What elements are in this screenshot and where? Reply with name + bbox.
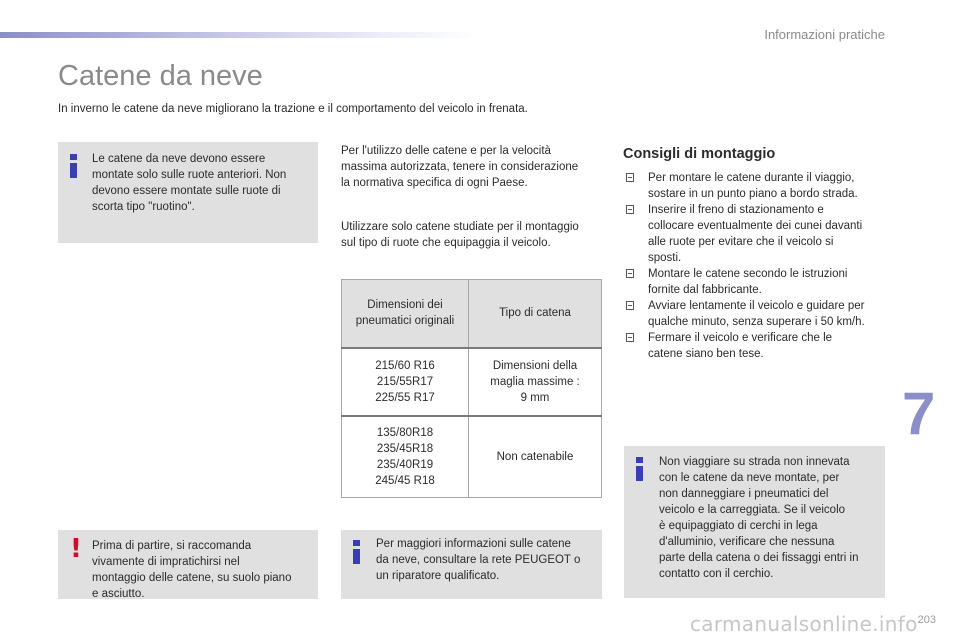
table-header-row [342,280,602,348]
table-row [342,416,602,498]
warning-box-practice [58,530,318,599]
info-icon [353,540,361,564]
section-header: Informazioni pratiche [764,27,885,42]
list-item: Per montare le catene durante il viaggio, sostare in un punto piano a bordo strada. [623,170,885,202]
list-item: Fermare il veicolo e verificare che le catene siano ben tese. [623,330,885,362]
mounting-tips-title: Consigli di montaggio [623,146,776,162]
watermark: carmanualsonline.info [690,612,918,636]
chain-size-table [341,279,602,498]
checkbox-icon [626,301,634,310]
exclamation-icon: ! [70,534,82,564]
page-number: 203 [917,614,936,626]
info-box-text: Non viaggiare su strada non innevata con le catene da neve montate, per non danneggiare i pneumatici del veicolo e la carreggiata. Se il veicolo è equipaggiato di cerchi in lega d'alluminio, verificare che nessuna parte della catena o dei fissaggi entri in contatto con il cerchio. [659,456,859,580]
warning-box-text: Prima di partire, si raccomanda vivamente di impratichirsi nel montaggio delle catene, su suolo piano e asciutto. [92,540,292,600]
checkbox-icon [626,173,634,182]
info-box-peugeot-network [341,530,602,599]
mounting-tips-list [623,170,885,362]
table-cell-tyre-sizes: 215/60 R16 215/55R17 225/55 R17 [342,348,469,416]
table-cell-chain-type: Non catenabile [469,416,602,498]
checkbox-icon [626,333,634,342]
table-header-chain-type: Tipo di catena [469,280,602,348]
list-item: Avviare lentamente il veicolo e guidare per qualche minuto, senza superare i 50 km/h. [623,298,885,330]
chapter-number: 7 [902,380,936,447]
info-box-front-wheels [58,142,318,243]
info-box-alloy-wheels [624,446,885,598]
page-title: Catene da neve [58,60,263,92]
intro-text: In inverno le catene da neve migliorano la trazione e il comportamento del veicolo in frenata. [58,103,528,115]
checkbox-icon [626,205,634,214]
table-row [342,348,602,416]
table-cell-tyre-sizes: 135/80R18 235/45R18 235/40R19 245/45 R18 [342,416,469,498]
info-icon [70,154,78,178]
table-cell-chain-type: Dimensioni della maglia massime : 9 mm [469,348,602,416]
approved-chains-paragraph: Utilizzare solo catene studiate per il montaggio sul tipo di ruote che equipaggia il veicolo. [341,221,579,249]
list-item: Inserire il freno di stazionamento e collocare eventualmente dei cunei davanti alle ruote per evitare che il veicolo si sposti. [623,202,885,266]
table-header-tyre-size: Dimensioni dei pneumatici originali [342,280,469,348]
header-accent-bar [0,32,480,38]
info-icon [636,457,644,481]
info-box-text: Le catene da neve devono essere montate solo sulle ruote anteriori. Non devono essere montate sulle ruote di scorta tipo "ruotino". [92,153,287,213]
list-item: Montare le catene secondo le istruzioni fornite dal fabbricante. [623,266,885,298]
info-box-text: Per maggiori informazioni sulle catene da neve, consultare la rete PEUGEOT o un riparatore qualificato. [376,538,581,582]
speed-regulation-paragraph: Per l'utilizzo delle catene e per la velocità massima autorizzata, tenere in considerazione la normativa specifica di ogni Paese. [341,145,579,189]
checkbox-icon [626,269,634,278]
